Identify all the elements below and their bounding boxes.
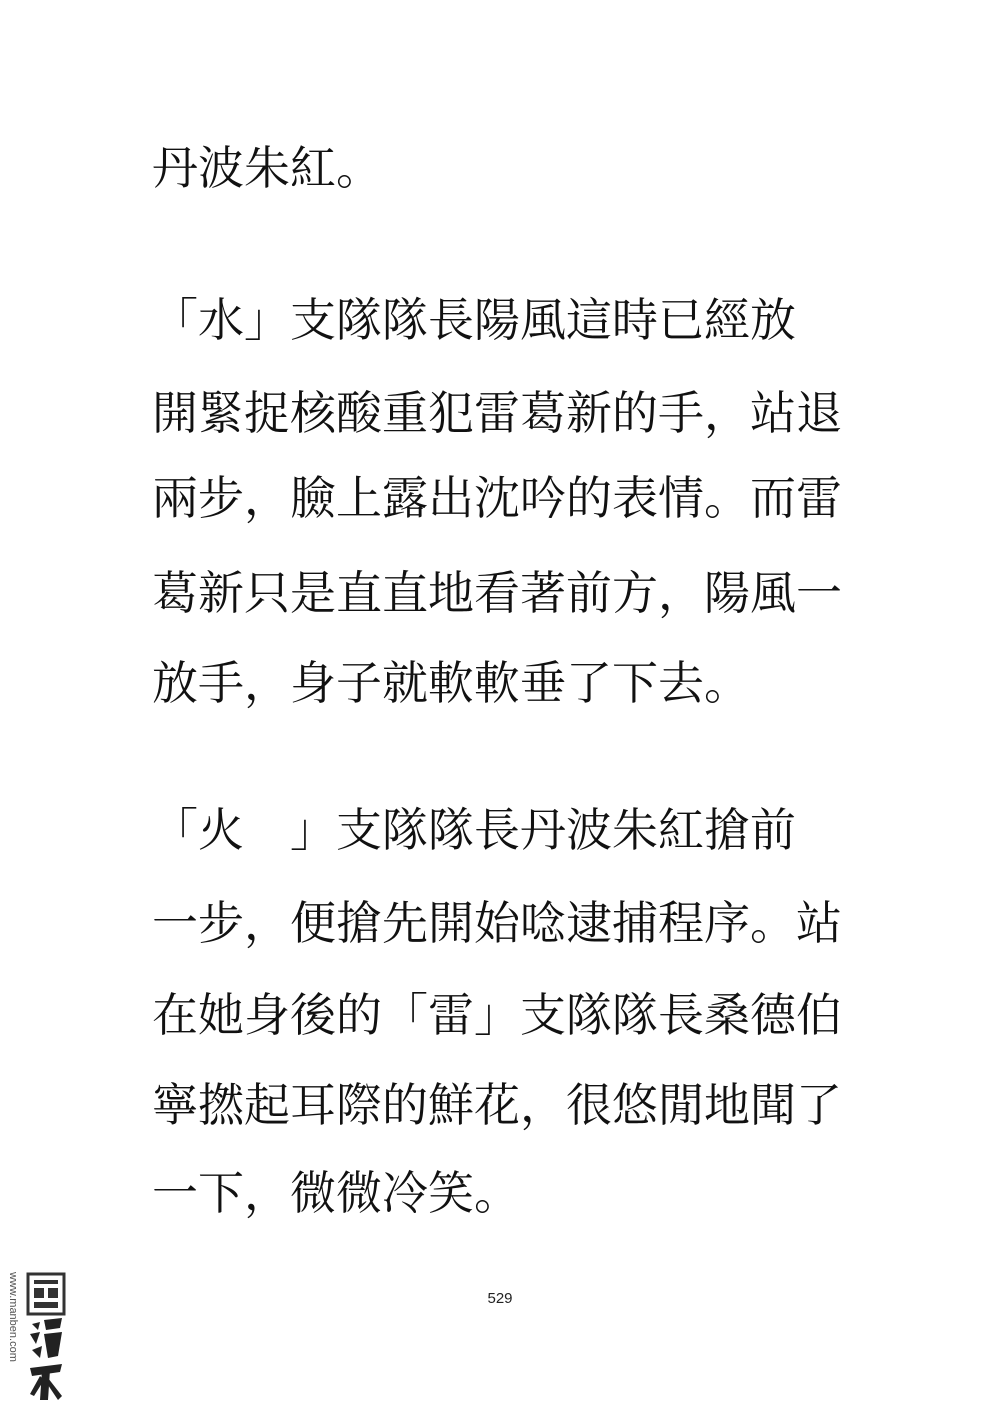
text-line: 兩步，臉上露出沈吟的表情。而雷 bbox=[152, 471, 842, 525]
text-line: 葛新只是直直地看著前方，陽風一 bbox=[152, 566, 842, 620]
text-line: 開緊捉核酸重犯雷葛新的手，站退 bbox=[152, 386, 842, 440]
watermark-url: www.manben.com bbox=[7, 1272, 19, 1362]
manben-logo-icon bbox=[26, 1272, 66, 1404]
site-watermark bbox=[6, 1272, 68, 1404]
text-line: 「火 」支隊隊長丹波朱紅搶前 bbox=[152, 803, 796, 857]
text-line: 丹波朱紅。 bbox=[152, 141, 382, 195]
page-number: 529 bbox=[487, 1290, 513, 1307]
text-line: 放手，身子就軟軟垂了下去。 bbox=[152, 656, 750, 710]
text-line: 寧撚起耳際的鮮花，很悠閒地聞了 bbox=[152, 1078, 842, 1132]
text-line: 一下，微微冷笑。 bbox=[152, 1166, 520, 1220]
text-line: 「水」支隊隊長陽風這時已經放 bbox=[152, 293, 796, 347]
text-line: 一步，便搶先開始唸逮捕程序。站 bbox=[152, 896, 842, 950]
text-line: 在她身後的「雷」支隊隊長桑德伯 bbox=[152, 988, 842, 1042]
